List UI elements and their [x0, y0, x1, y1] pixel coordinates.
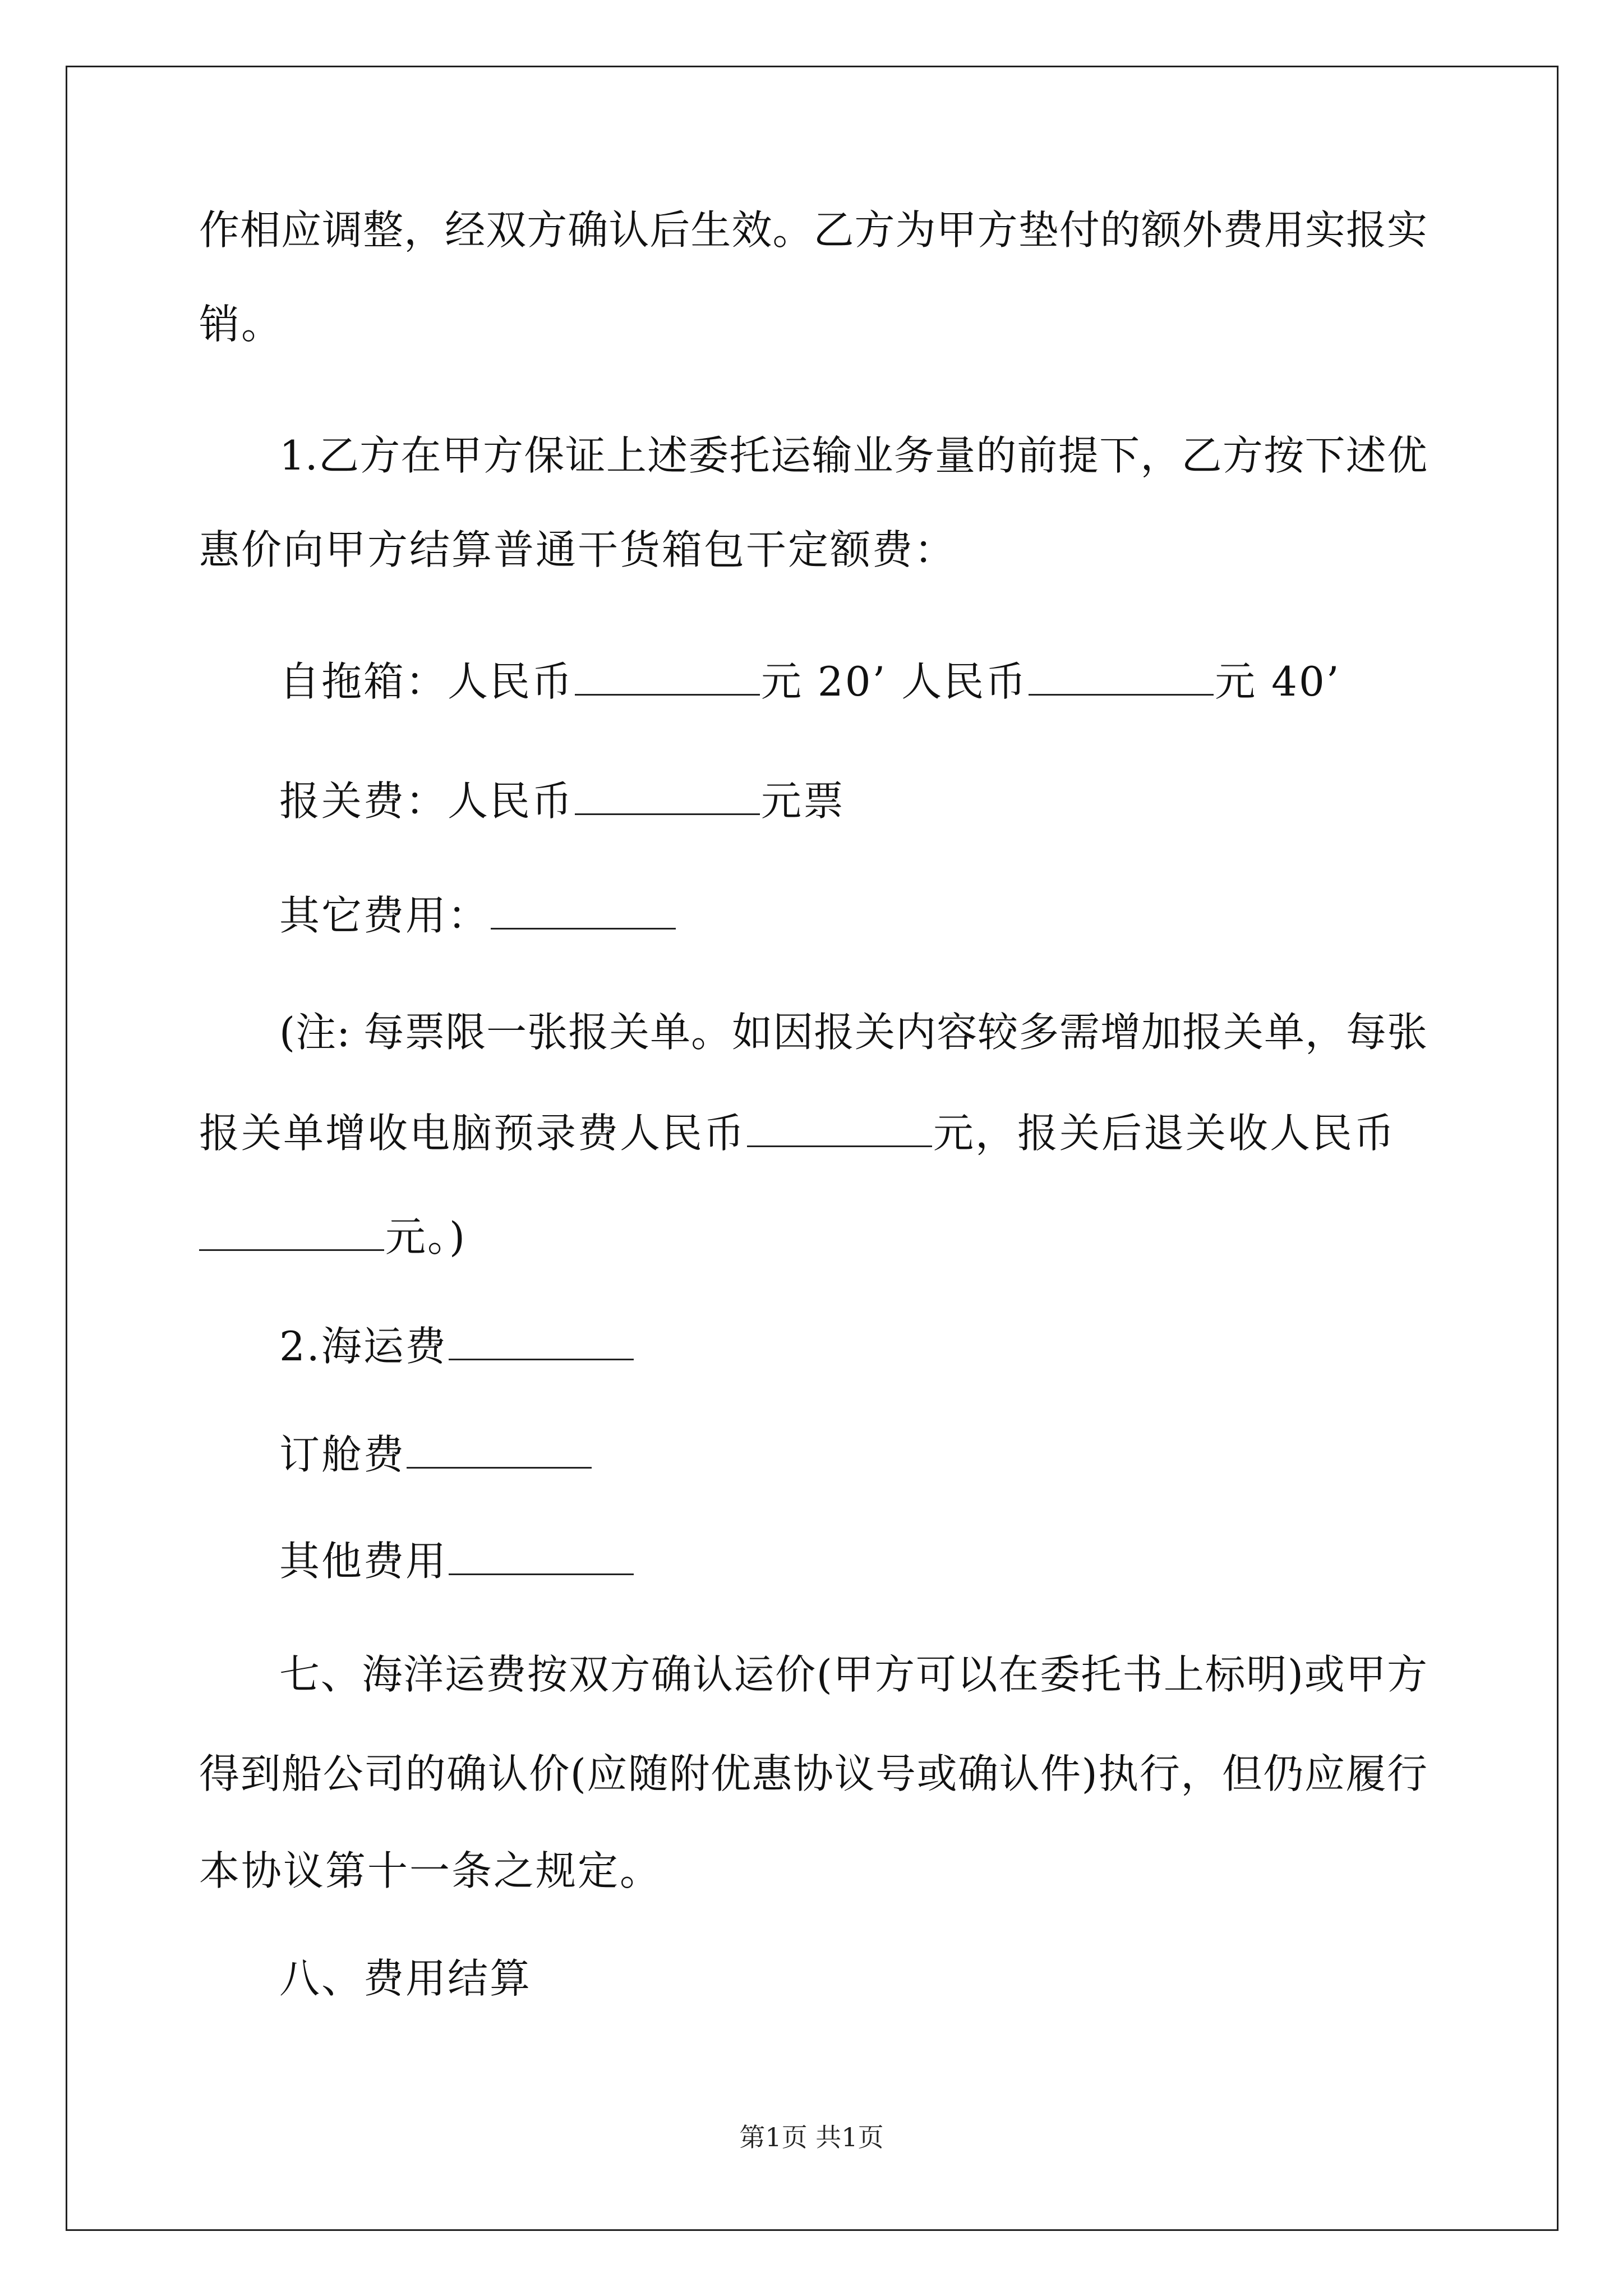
fee-line-other	[279, 887, 677, 944]
fee-label: 自拖箱：人民币	[279, 658, 574, 705]
blank-field	[575, 780, 760, 815]
paragraph-line: 作相应调整，经双方确认后生效。乙方为甲方垫付的额外费用实报实	[199, 206, 1427, 254]
paragraph-line	[199, 1105, 1396, 1161]
fee-line-booking	[279, 1427, 593, 1483]
blank-field	[407, 1433, 592, 1469]
blank-field	[449, 1540, 634, 1575]
paragraph-line: 得到船公司的确认价(应随附优惠协议号或确认件)执行，但仍应履行	[199, 1750, 1427, 1797]
blank-field	[491, 894, 676, 930]
paragraph-line: 惠价向甲方结算普通干货箱包干定额费：	[199, 526, 957, 573]
blank-field	[449, 1325, 634, 1360]
text: 元。)	[385, 1213, 467, 1260]
fee-label: 元票	[761, 777, 846, 825]
fee-label: 订舱费	[279, 1431, 406, 1478]
blank-field	[1029, 660, 1214, 696]
blank-field	[199, 1216, 384, 1251]
paragraph-line: 七、海洋运费按双方确认运价(甲方可以在委托书上标明)或甲方	[279, 1651, 1427, 1698]
fee-label: 元 40’	[1215, 658, 1341, 705]
fee-line-ocean	[279, 1318, 635, 1374]
fee-label: 2.海运费	[279, 1323, 448, 1370]
fee-line-self-haul	[279, 654, 1341, 710]
blank-field	[575, 660, 760, 696]
page-number: 第1页 共1页	[739, 2122, 884, 2152]
fee-line-other-2	[279, 1533, 635, 1589]
paragraph-line: 销。	[199, 301, 284, 348]
text: 元，报关后退关收人民币	[933, 1110, 1396, 1157]
fee-line-customs	[279, 773, 845, 829]
paragraph-line	[199, 1209, 467, 1265]
fee-label: 其他费用	[279, 1538, 448, 1585]
paragraph-line: 1.乙方在甲方保证上述委托运输业务量的前提下，乙方按下述优	[279, 432, 1427, 479]
fee-label: 报关费：人民币	[279, 777, 574, 825]
text: 报关单增收电脑预录费人民币	[199, 1110, 746, 1157]
fee-label: 元 20’ 人民币	[761, 658, 1028, 705]
section-heading: 八、费用结算	[279, 1955, 532, 2002]
blank-field	[747, 1112, 932, 1147]
fee-label: 其它费用：	[279, 892, 490, 939]
paragraph-line: (注: 每票限一张报关单。如因报关内容较多需增加报关单，每张	[279, 1009, 1427, 1056]
paragraph-line: 本协议第十一条之规定。	[199, 1847, 662, 1894]
